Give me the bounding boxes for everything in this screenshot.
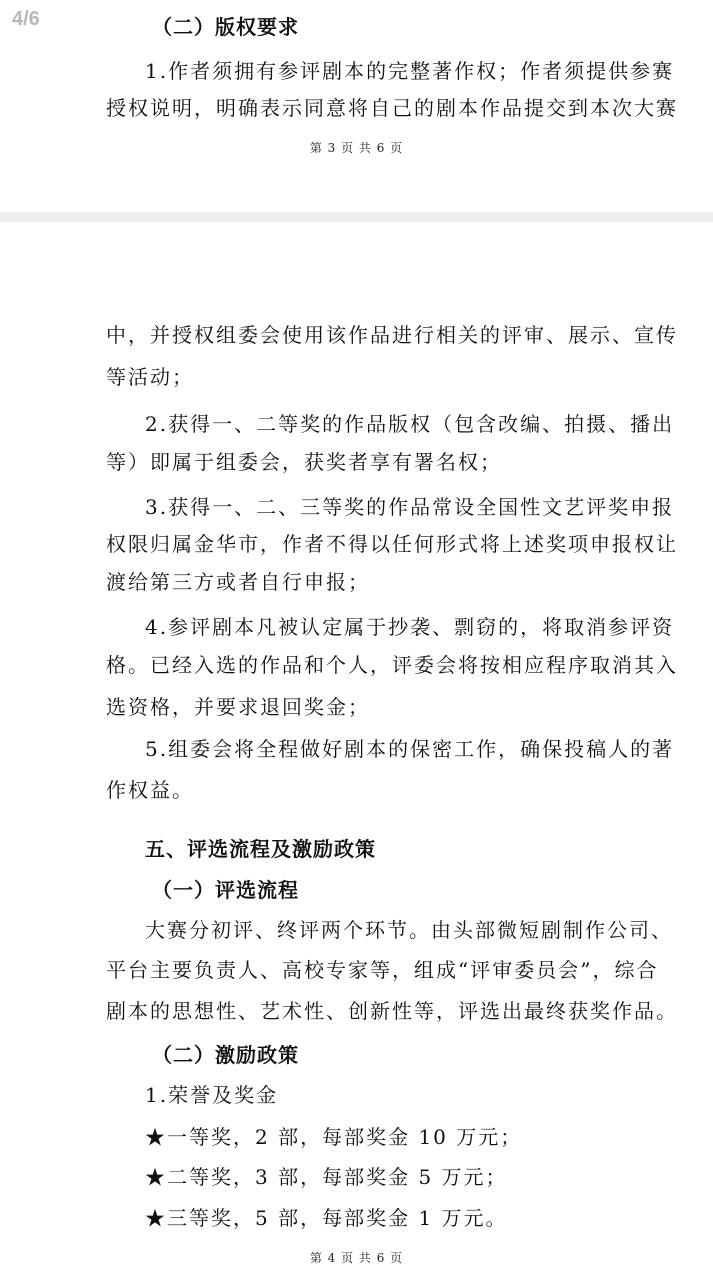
- copyright-heading: （二）版权要求: [152, 15, 299, 39]
- award-line: ★一等奖，2 部，每部奖金 10 万元；: [145, 1125, 523, 1149]
- subsection-heading: （二）激励政策: [152, 1043, 299, 1067]
- paragraph-line: 格。已经入选的作品和个人，评委会将按相应程序取消其入: [106, 653, 678, 677]
- paragraph-line: 4.参评剧本凡被认定属于抄袭、剽窃的，将取消参评资: [145, 615, 675, 639]
- paragraph-line: 渡给第三方或者自行申报；: [106, 570, 370, 594]
- paragraph-line: 1.作者须拥有参评剧本的完整著作权；作者须提供参赛: [145, 59, 675, 83]
- paragraph-line: 5.组委会将全程做好剧本的保密工作，确保投稿人的著: [145, 737, 675, 761]
- paragraph-line: 1.荣誉及奖金: [145, 1083, 279, 1107]
- page-indicator: 4/6: [12, 8, 40, 30]
- paragraph-line: 权限归属金华市，作者不得以任何形式将上述奖项申报权让: [106, 532, 678, 556]
- paragraph-line: 等）即属于组委会，获奖者享有署名权；: [106, 450, 502, 474]
- paragraph-line: 等活动；: [106, 365, 194, 389]
- paragraph-line: 2.获得一、二等奖的作品版权（包含改编、拍摄、播出: [145, 412, 675, 436]
- page-3: [0, 0, 713, 212]
- award-line: ★三等奖，5 部，每部奖金 1 万元。: [145, 1206, 508, 1230]
- page-4: [0, 222, 713, 1273]
- paragraph-line: 平台主要负责人、高校专家等，组成“评审委员会”，综合: [106, 958, 659, 982]
- paragraph-line: 授权说明，明确表示同意将自己的剧本作品提交到本次大赛: [106, 96, 678, 120]
- page-footer: 第 3 页 共 6 页: [309, 141, 404, 155]
- paragraph-line: 大赛分初评、终评两个环节。由头部微短剧制作公司、: [145, 918, 673, 942]
- subsection-heading: （一）评选流程: [152, 878, 299, 902]
- paragraph-line: 选资格，并要求退回奖金；: [106, 695, 370, 719]
- paragraph-line: 作权益。: [106, 778, 194, 802]
- paragraph-line: 3.获得一、二、三等奖的作品常设全国性文艺评奖申报: [145, 495, 675, 519]
- page-footer: 第 4 页 共 6 页: [309, 1251, 404, 1265]
- award-line: ★二等奖，3 部，每部奖金 5 万元；: [145, 1165, 508, 1189]
- section-heading: 五、评选流程及激励政策: [145, 837, 376, 861]
- paragraph-line: 剧本的思想性、艺术性、创新性等，评选出最终获奖作品。: [106, 999, 678, 1023]
- paragraph-line: 中，并授权组委会使用该作品进行相关的评审、展示、宣传: [106, 323, 678, 347]
